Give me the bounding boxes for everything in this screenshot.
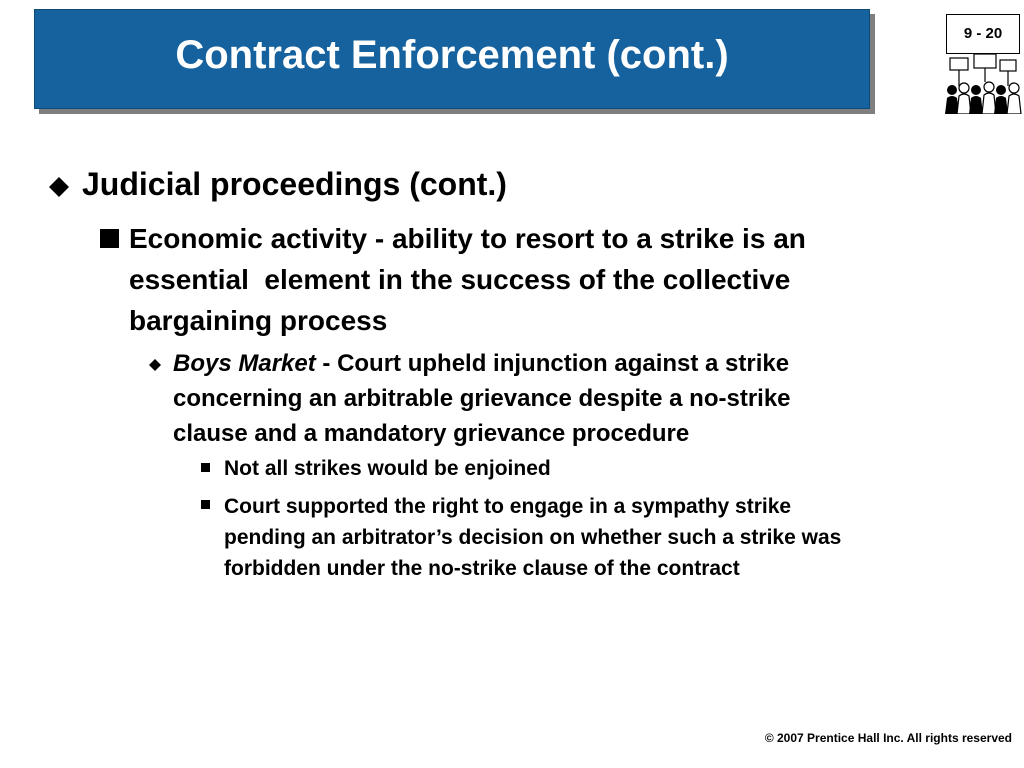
small-square-bullet-icon: [201, 463, 210, 472]
bullet-not-all-strikes: [224, 453, 994, 485]
bullet-economic-activity: [129, 218, 959, 341]
slide-title: Contract Enforcement (cont.): [175, 32, 729, 77]
protest-crowd-icon: [944, 52, 1024, 114]
bullet-economic-activity-line-2: essential element in the success of the collective: [129, 264, 791, 295]
diamond-bullet-icon: [48, 176, 70, 198]
bullet-boys-market-line-1: [173, 346, 963, 381]
bullet-boys-market-line-2: concerning an arbitrable grievance despite a no-strike: [173, 385, 791, 412]
bullet-economic-activity-line-1: Economic activity - ability to resort to a strike is an: [129, 223, 806, 254]
slide-number: 9 - 20: [963, 25, 1003, 42]
small-diamond-bullet-icon: [148, 358, 162, 372]
bullet-not-all-strikes-line-1: Not all strikes would be enjoined: [224, 457, 551, 480]
bullet-sympathy-strike-line-2: pending an arbitrator’s decision on whether such a strike was: [224, 526, 842, 549]
case-name-boys-market: Boys Market: [173, 350, 316, 377]
bullet-sympathy-strike: [224, 491, 994, 584]
square-bullet-icon: [100, 229, 119, 248]
copyright-notice: © 2007 Prentice Hall Inc. All rights reserved: [764, 731, 1012, 745]
bullet-judicial-proceedings: Judicial proceedings (cont.): [82, 166, 507, 202]
bullet-boys-market-line-3: clause and a mandatory grievance procedure: [173, 420, 690, 447]
title-bar: [34, 9, 870, 109]
bullet-sympathy-strike-line-3: forbidden under the no-strike clause of the contract: [224, 557, 740, 580]
slide-number-box: [946, 14, 1020, 54]
bullet-boys-market-line-1-rest: - Court upheld injunction against a strike: [315, 350, 790, 377]
bullet-economic-activity-line-3: bargaining process: [129, 305, 388, 336]
small-square-bullet-icon: [201, 500, 210, 509]
bullet-sympathy-strike-line-1: Court supported the right to engage in a sympathy strike: [224, 495, 792, 518]
bullet-boys-market: [173, 346, 963, 451]
